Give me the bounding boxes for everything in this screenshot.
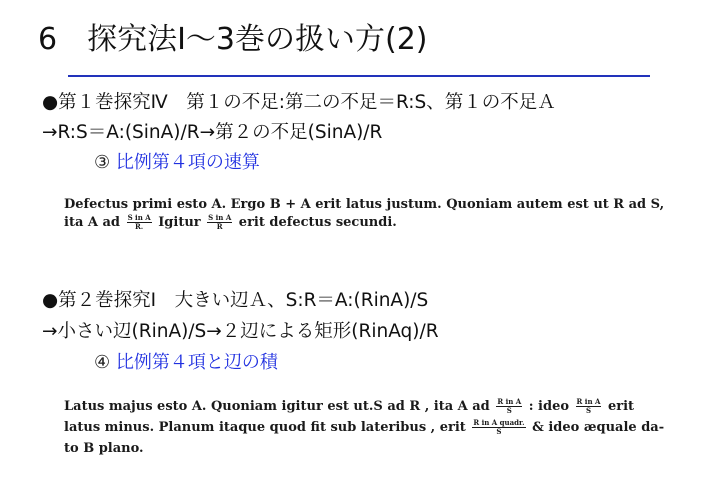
- latin-text: erit defectus secundi.: [238, 215, 397, 230]
- section1-derivation: →R:S＝A:(SinA)/R→第２の不足(SinA)/R: [42, 122, 383, 143]
- section1-statement: ●第１巻探究Ⅳ 第１の不足:第二の不足＝R:S、第１の不足Ａ: [42, 92, 556, 113]
- fraction-denominator: R.: [134, 222, 144, 231]
- latin-excerpt-1-line-2: [64, 214, 397, 231]
- title-underline: [68, 75, 650, 77]
- fraction-r-in-a-quadr-over-s: [472, 419, 525, 436]
- section1-subheading: [94, 150, 260, 176]
- fraction-s-in-a-over-r: [127, 214, 152, 231]
- latin-excerpt-1-line-1: Defectus primi esto A. Ergo B + A erit latus justum. Quoniam autem est ut R ad S,: [64, 197, 665, 212]
- fraction-numerator: R in A: [497, 397, 522, 406]
- section1-subheading-label: 比例第４項の速算: [115, 152, 260, 173]
- latin-excerpt-2-line-1: [64, 398, 634, 415]
- fraction-denominator: S: [506, 406, 512, 415]
- latin-text: latus minus. Planum itaque quod fit sub lateribus , erit: [64, 420, 466, 435]
- section2-subheading: [94, 350, 278, 376]
- section2-circled-number: ④: [94, 352, 111, 373]
- section2-subheading-label: 比例第４項と辺の積: [115, 352, 278, 373]
- section2-derivation: →小さい辺(RinA)/S→２辺による矩形(RinAq)/R: [42, 321, 439, 342]
- fraction-denominator: R: [216, 222, 223, 231]
- fraction-s-in-a-over-r: [207, 214, 232, 231]
- fraction-r-in-a-over-s: [496, 398, 522, 415]
- latin-excerpt-2-line-2: [64, 419, 664, 436]
- latin-text: ita A ad: [64, 215, 121, 230]
- fraction-numerator: S in A: [208, 213, 232, 222]
- fraction-numerator: R in A quadr.: [473, 418, 525, 427]
- latin-text: Igitur: [158, 215, 201, 230]
- latin-text: Latus majus esto A. Quoniam igitur est ut.S ad R , ita A ad: [64, 399, 490, 414]
- fraction-numerator: S in A: [127, 213, 151, 222]
- latin-text: & ideo æquale da-: [532, 420, 665, 435]
- fraction-denominator: S: [585, 406, 592, 415]
- latin-text: erit: [607, 399, 635, 414]
- latin-excerpt-2-line-3: to B plano.: [64, 441, 144, 456]
- fraction-r-in-a-over-s: [576, 398, 602, 415]
- section2-statement: ●第２巻探究Ⅰ 大きい辺Ａ、S:R＝A:(RinA)/S: [42, 290, 429, 311]
- latin-text: : ideo: [528, 399, 570, 414]
- fraction-numerator: R in A: [576, 397, 601, 406]
- section1-circled-number: ③: [94, 152, 111, 173]
- slide-title: 6 探究法Ⅰ～3巻の扱い方(2): [38, 22, 428, 57]
- fraction-denominator: S: [496, 427, 502, 436]
